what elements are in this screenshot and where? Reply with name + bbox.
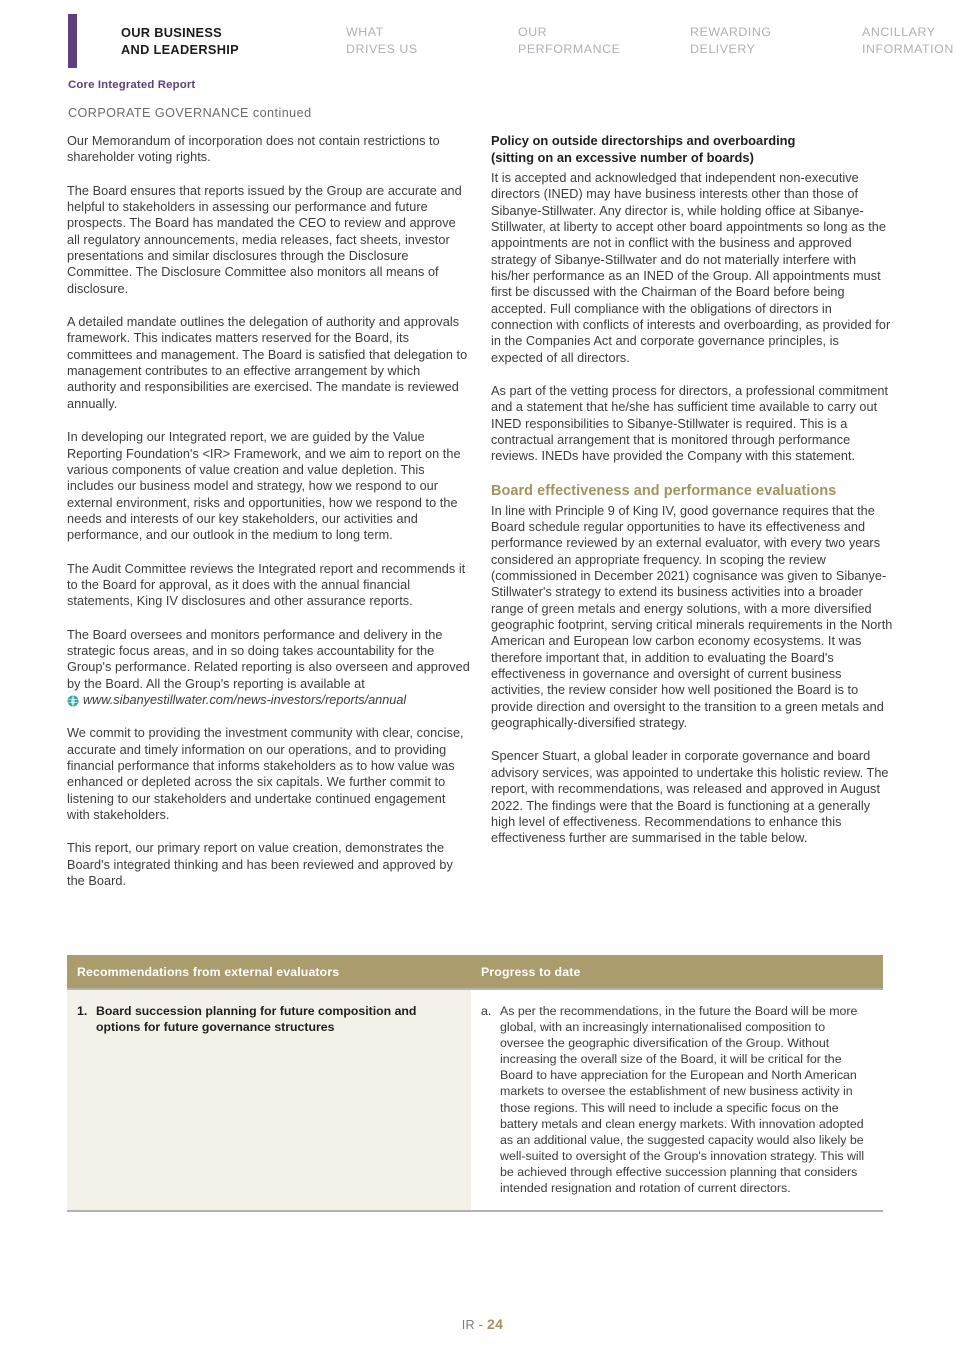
table-column-header-progress: Progress to date — [481, 964, 581, 979]
progress-marker: a. — [481, 1004, 492, 1018]
nav-item-line1: WHAT — [346, 25, 384, 39]
paragraph: We commit to providing the investment community with clear, concise, accurate and timely information on our operations, and to providing financial performance that informs stakeholders as to how value was enhanced or depleted across the six capitals. We further commit to listening to our stakeholders and undertake continued engagement with stakeholders. — [67, 726, 464, 823]
progress-text: As per the recommendations, in the future the Board will be more global, with an increasingly internationalised composition to oversee the geographic diversification of the Group. Without increasing the overall size of the Board, it will be critical for the Board to have appreciation for the European and North American markets to oversee the establishment of new business activity in those regions. This will need to include a specific focus on the battery metals and clean energy markets. With innovation adopted as an additional value, the suggested capacity would also likely be well-suited to oversight of the Group's innovation strategy. This will be achieved through effective succession planning that considers intended resignation and rotation of current directors. — [500, 1004, 865, 1196]
nav-slot-our-business — [121, 20, 306, 62]
section-nav — [121, 20, 965, 62]
nav-slot-rewarding-delivery — [690, 20, 820, 62]
paragraph: This report, our primary report on value creation, demonstrates the Board's integrated thinking and has been reviewed and approved by the Board. — [67, 841, 453, 889]
paragraph: Spencer Stuart, a global leader in corporate governance and board advisory services, was appointed to undertake this holistic review. The report, with recommendations, was released and approved in August 2022. The findings were that the Board is functioning at a generally high level of effectiveness. Recommendations to enhance this effectiveness further are summarised in the table below. — [491, 749, 889, 846]
paragraph: The Board ensures that reports issued by the Group are accurate and helpful to stakeholders in assessing our performance and future prospects. The Board has mandated the CEO to review and approve all regulatory announcements, media releases, fact sheets, investor presentations and similar disclosures through the Disclosure Committee. The Disclosure Committee also monitors all means of disclosure. — [67, 183, 462, 296]
nav-item-line2: AND LEADERSHIP — [121, 42, 239, 57]
nav-item-line1: ANCILLARY — [862, 25, 936, 39]
nav-item-line1: OUR — [518, 25, 548, 39]
nav-item-line1: OUR BUSINESS — [121, 25, 223, 40]
nav-slot-our-performance — [518, 20, 648, 62]
right-text-column — [491, 133, 894, 864]
page-footer — [0, 1316, 965, 1332]
page-number: 24 — [487, 1316, 504, 1332]
left-text-column — [67, 133, 470, 906]
recommendation-marker: 1. — [77, 1004, 88, 1018]
running-title: CORPORATE GOVERNANCE continued — [68, 106, 312, 120]
table-row — [67, 988, 883, 1212]
progress-list-item — [481, 1003, 871, 1196]
nav-divider-slot-4 — [820, 20, 862, 62]
nav-item-rewarding-delivery[interactable] — [690, 24, 772, 58]
core-integrated-report-label: Core Integrated Report — [68, 79, 196, 91]
paragraph: The Audit Committee reviews the Integrated report and recommends it to the Board for approval, as it does with the annual financial statements, King IV disclosures and other assurance reports. — [67, 561, 466, 609]
nav-item-line2: DRIVES US — [346, 42, 418, 56]
nav-slot-what-drives-us — [346, 20, 476, 62]
recommendations-table — [67, 955, 883, 1212]
nav-item-our-business-and-leadership[interactable] — [121, 24, 239, 58]
nav-divider-slot-1 — [306, 20, 346, 62]
recommendation-text: Board succession planning for future composition and options for future governance structures — [96, 1004, 417, 1035]
paragraph: Our Memorandum of incorporation does not contain restrictions to shareholder voting rights. — [67, 134, 440, 165]
nav-item-what-drives-us[interactable] — [346, 24, 418, 58]
nav-item-line2: INFORMATION — [862, 42, 954, 56]
paragraph: In line with Principle 9 of King IV, good governance requires that the Board schedule regular opportunities to have its effectiveness and performance reviewed by an external evaluator, with every two years considered an appropriate frequency. In scoping the review (commissioned in December 2021) cognisance was given to Sibanye-Stillwater's strategy to extend its business activities into a broader range of green metals and energy solutions, with a more diversified geographic footprint, serving critical minerals requirements in the North American and European low carbon economy ecosystems. It was therefore important that, in addition to evaluating the Board's effectiveness in governance and oversight of current business activities, the review consider how well positioned the Board is to provide direction and oversight to the transition to a green metals and geographically-diversified strategy. — [491, 503, 893, 731]
globe-icon — [67, 694, 79, 706]
recommendation-list-item — [77, 1003, 457, 1035]
table-cell-progress — [471, 988, 883, 1210]
nav-divider-slot-3 — [648, 20, 690, 62]
nav-slot-ancillary-information — [862, 20, 965, 62]
page-header — [68, 10, 954, 72]
nav-item-ancillary-information[interactable] — [862, 24, 954, 58]
purple-accent-bar — [68, 14, 77, 68]
table-column-header-recommendations: Recommendations from external evaluators — [77, 964, 340, 979]
paragraph: The Board oversees and monitors performance and delivery in the strategic focus areas, and in so doing takes accountability for the Group's performance. Related reporting is also overseen and approved by the Board. All the Group's reporting is available at — [67, 627, 470, 691]
paragraph: It is accepted and acknowledged that independent non-executive directors (INED) may have business interests other than those of Sibanye-Stillwater. Any director is, while holding office at Sibanye-Stillwater, at liberty to accept other board appointments so long as the appointments are not in conflict with the business and approved strategy of Sibanye-Stillwater and do not materially interfere with his/her performance as an INED of the Group. All appointments must first be discussed with the Chairman of the Board before being accepted. Full compliance with the obligations of directors in connection with conflicts of interests and overboarding, as provided for in the Companies Act and corporate governance principles, is expected of all directors. — [491, 170, 891, 365]
subheading-line-1: Policy on outside directorships and overboarding — [491, 133, 796, 148]
paragraph: In developing our Integrated report, we are guided by the Value Reporting Foundation's <IR> Framework, and we aim to report on the various components of value creation and value depletion. This includes our business model and strategy, how we respond to our external environment, risks and opportunities, how we respond to the needs and interests of our key stakeholders, our activities and performance, and our outlook in the medium to long term. — [67, 430, 461, 543]
report-link-url[interactable]: www.sibanyestillwater.com/news-investors/reports/annual — [83, 692, 407, 707]
nav-item-our-performance[interactable] — [518, 24, 620, 58]
paragraph: A detailed mandate outlines the delegation of authority and approvals framework. This indicates matters reserved for the Board, its committees and management. The Board is satisfied that delegation to management contributes to an effective arrangement by which authority and responsibilities are exercised. The mandate is reviewed annually. — [67, 315, 468, 411]
table-header-row — [67, 955, 883, 988]
nav-item-line1: REWARDING — [690, 25, 772, 39]
paragraph: As part of the vetting process for directors, a professional commitment and a statement that he/she has sufficient time available to carry out INED responsibilities to Sibanye-Stillwater is required. This is a contractual arrangement that is monitored through performance reviews. INEDs have provided the Company with this statement. — [491, 383, 889, 464]
nav-item-line2: DELIVERY — [690, 42, 756, 56]
nav-divider-slot-2 — [476, 20, 518, 62]
report-link-row[interactable] — [67, 692, 470, 708]
nav-item-line2: PERFORMANCE — [518, 42, 621, 56]
footer-prefix: IR - — [461, 1318, 488, 1332]
subheading-line-2: (sitting on an excessive number of boards) — [491, 150, 754, 166]
section-heading-board-effectiveness: Board effectiveness and performance evaluations — [491, 482, 837, 499]
table-cell-recommendation — [67, 988, 471, 1210]
